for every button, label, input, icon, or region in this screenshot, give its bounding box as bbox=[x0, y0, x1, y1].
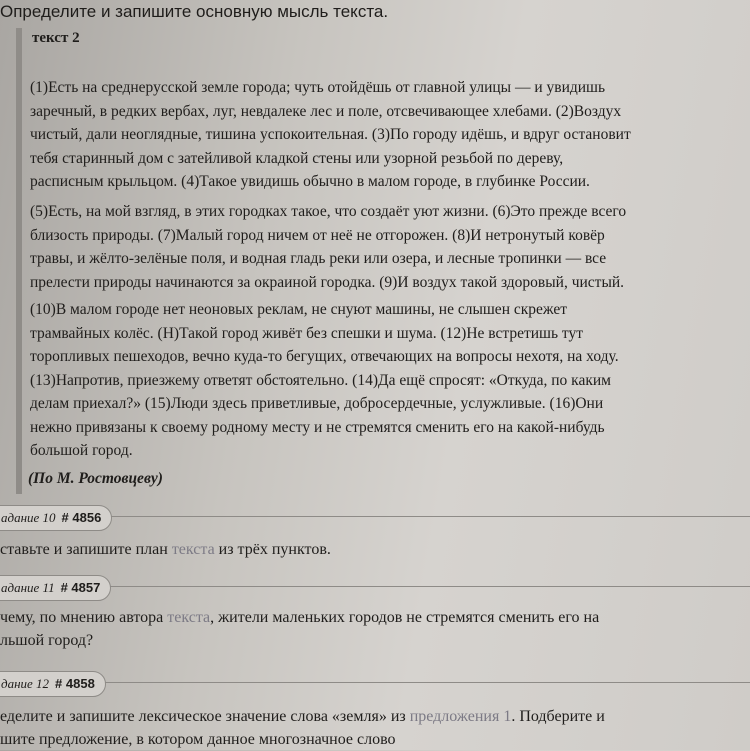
task-badge-12[interactable] bbox=[0, 671, 106, 697]
task-label: адание 11 bbox=[1, 580, 55, 595]
task-line: льшой город? bbox=[0, 632, 94, 649]
text-line: делам приехал?» (15)Люди здесь приветливые, добросердечные, услужливые. (16)Они bbox=[30, 395, 604, 412]
text-line: заречный, в редких вербах, луг, невдалеке лес и поле, отсвечивающее хлебами. (2)Воздух bbox=[30, 102, 622, 120]
task-text-12 bbox=[0, 705, 750, 751]
task-line: еделите и запишите лексическое значение слова «земля» из предложения 1. Подберите и bbox=[0, 708, 605, 725]
text-link[interactable]: предложения 1 bbox=[409, 708, 512, 725]
text-line: прелести природы начинаются за окраиной городка. (9)И воздух такой здоровый, чистый. bbox=[30, 273, 625, 291]
assignment-heading: Определите и запишите основную мысль текста. bbox=[0, 2, 389, 21]
task-text-11 bbox=[0, 606, 750, 652]
text-link[interactable]: текста bbox=[167, 609, 211, 626]
text-link[interactable]: текста bbox=[171, 541, 215, 558]
task-badge-11[interactable] bbox=[0, 575, 111, 601]
task-line: ставьте и запишите план текста из трёх пунктов. bbox=[0, 541, 331, 558]
paragraph-1 bbox=[30, 76, 730, 194]
text-line: тебя старинный дом с затейливой кладкой стены или узорной резьбой по дереву, bbox=[30, 149, 564, 167]
text-line: (1)Есть на среднерусской земле города; чуть отойдёшь от главной улицы — и увидишь bbox=[30, 79, 606, 96]
reading-text-block bbox=[16, 28, 750, 494]
task-badge-10[interactable] bbox=[0, 505, 112, 531]
text-line: трамвайных колёс. (Н)Такой город живёт без спешки и шума. (12)Не встретишь тут bbox=[30, 324, 584, 342]
paragraph-3 bbox=[30, 298, 730, 463]
text-line: близость природы. (7)Малый город ничем от неё не отгорожен. (8)И нетронутый ковёр bbox=[30, 226, 605, 244]
text-line: торопливых пешеходов, вечно куда-то бегущих, отвечающих на вопросы нехотя, на ходу. bbox=[30, 348, 619, 365]
text-line: (10)В малом городе нет неоновых реклам, не снуют машины, не слышен скрежет bbox=[30, 301, 568, 318]
divider bbox=[0, 516, 750, 517]
task-number[interactable]: # 4856 bbox=[61, 510, 102, 525]
text-line: расписным крыльцом. (4)Такое увидишь обычно в малом городе, в глубинке России. bbox=[30, 173, 590, 190]
text-title: текст 2 bbox=[32, 30, 80, 46]
task-number[interactable]: # 4857 bbox=[60, 580, 101, 595]
task-line: чему, по мнению автора текста, жители маленьких городов не стремятся сменить его на bbox=[0, 609, 600, 626]
task-text-10 bbox=[0, 538, 750, 561]
text-line: травы, и жёлто-зелёные поля, и водная гладь реки или озера, и лесные тропинки — все bbox=[30, 250, 607, 267]
text-line: нежно привязаны к своему родному месту и не стремятся сменить его на какой-нибудь bbox=[30, 418, 605, 436]
task-label: дание 12 bbox=[1, 676, 50, 691]
divider bbox=[0, 586, 750, 587]
task-label: адание 10 bbox=[1, 510, 56, 525]
divider bbox=[0, 682, 750, 683]
task-line: шите предложение, в котором данное многозначное слово bbox=[0, 731, 396, 748]
paragraph-2 bbox=[30, 200, 730, 294]
text-line: большой город. bbox=[30, 442, 133, 459]
text-line: чистый, дали неоглядные, тишина успокоительная. (3)По городу идёшь, и вдруг остановит bbox=[30, 126, 631, 143]
task-number[interactable]: # 4858 bbox=[55, 676, 95, 691]
text-author: (По М. Ростовцеву) bbox=[28, 470, 163, 487]
text-line: (13)Напротив, приезжему ответят обстоятельно. (14)Да ещё спросят: «Откуда, по каким bbox=[30, 371, 611, 389]
text-line: (5)Есть, на мой взгляд, в этих городках такое, что создаёт уют жизни. (6)Это прежде всего bbox=[30, 203, 627, 220]
